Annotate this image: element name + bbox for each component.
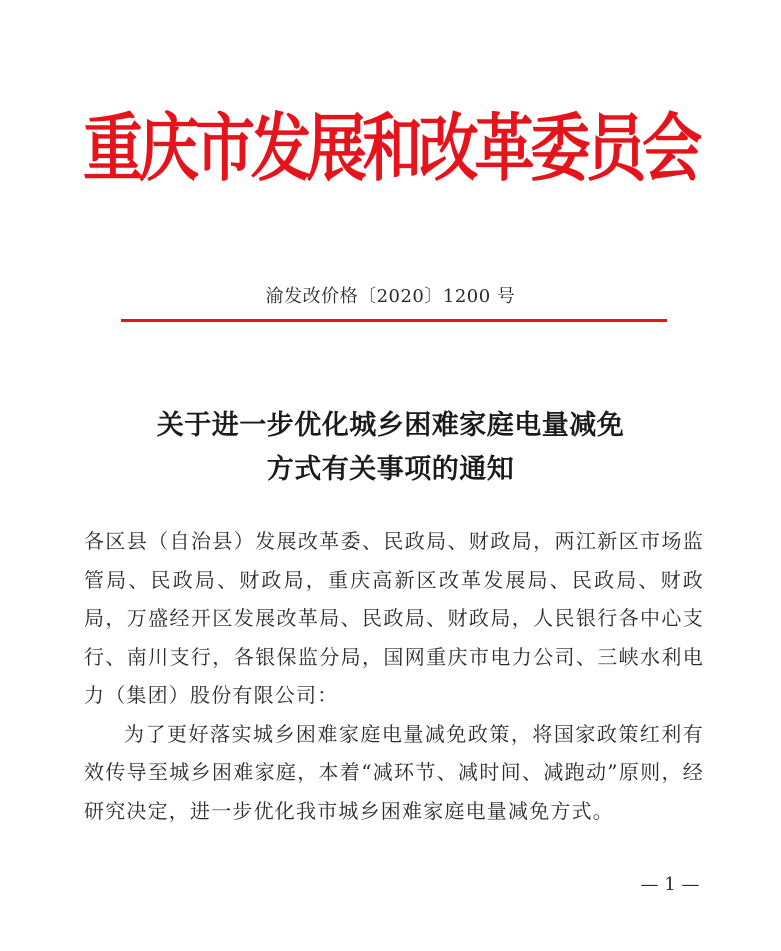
notice-title	[0, 404, 781, 492]
body-paragraph-1: 为了更好落实城乡困难家庭电量减免政策，将国家政策红利有效传导至城乡困难家庭，本着“减环节、减时间、减跑动”原则，经研究决定，进一步优化我市城乡困难家庭电量减免方式。	[84, 721, 704, 823]
page-number: — 1 —	[640, 874, 700, 895]
issuer-masthead: 重庆市发展和改革委员会	[83, 105, 698, 192]
addressees-paragraph: 各区县（自治县）发展改革委、民政局、财政局，两江新区市场监管局、民政局、财政局，重庆高新区改革发展局、民政局、财政局，万盛经开区发展改革局、民政局、财政局，人民银行各中心支行、南川支行，各银保监分局，国网重庆市电力公司、三峡水利电力（集团）股份有限公司：	[84, 529, 704, 707]
document-number: 渝发改价格〔2020〕1200 号	[265, 286, 516, 307]
red-separator-line	[121, 319, 667, 322]
notice-title-line-2: 方式有关事项的通知	[266, 454, 515, 485]
notice-body	[84, 522, 704, 830]
notice-title-line-1: 关于进一步优化城乡困难家庭电量减免	[156, 410, 625, 441]
